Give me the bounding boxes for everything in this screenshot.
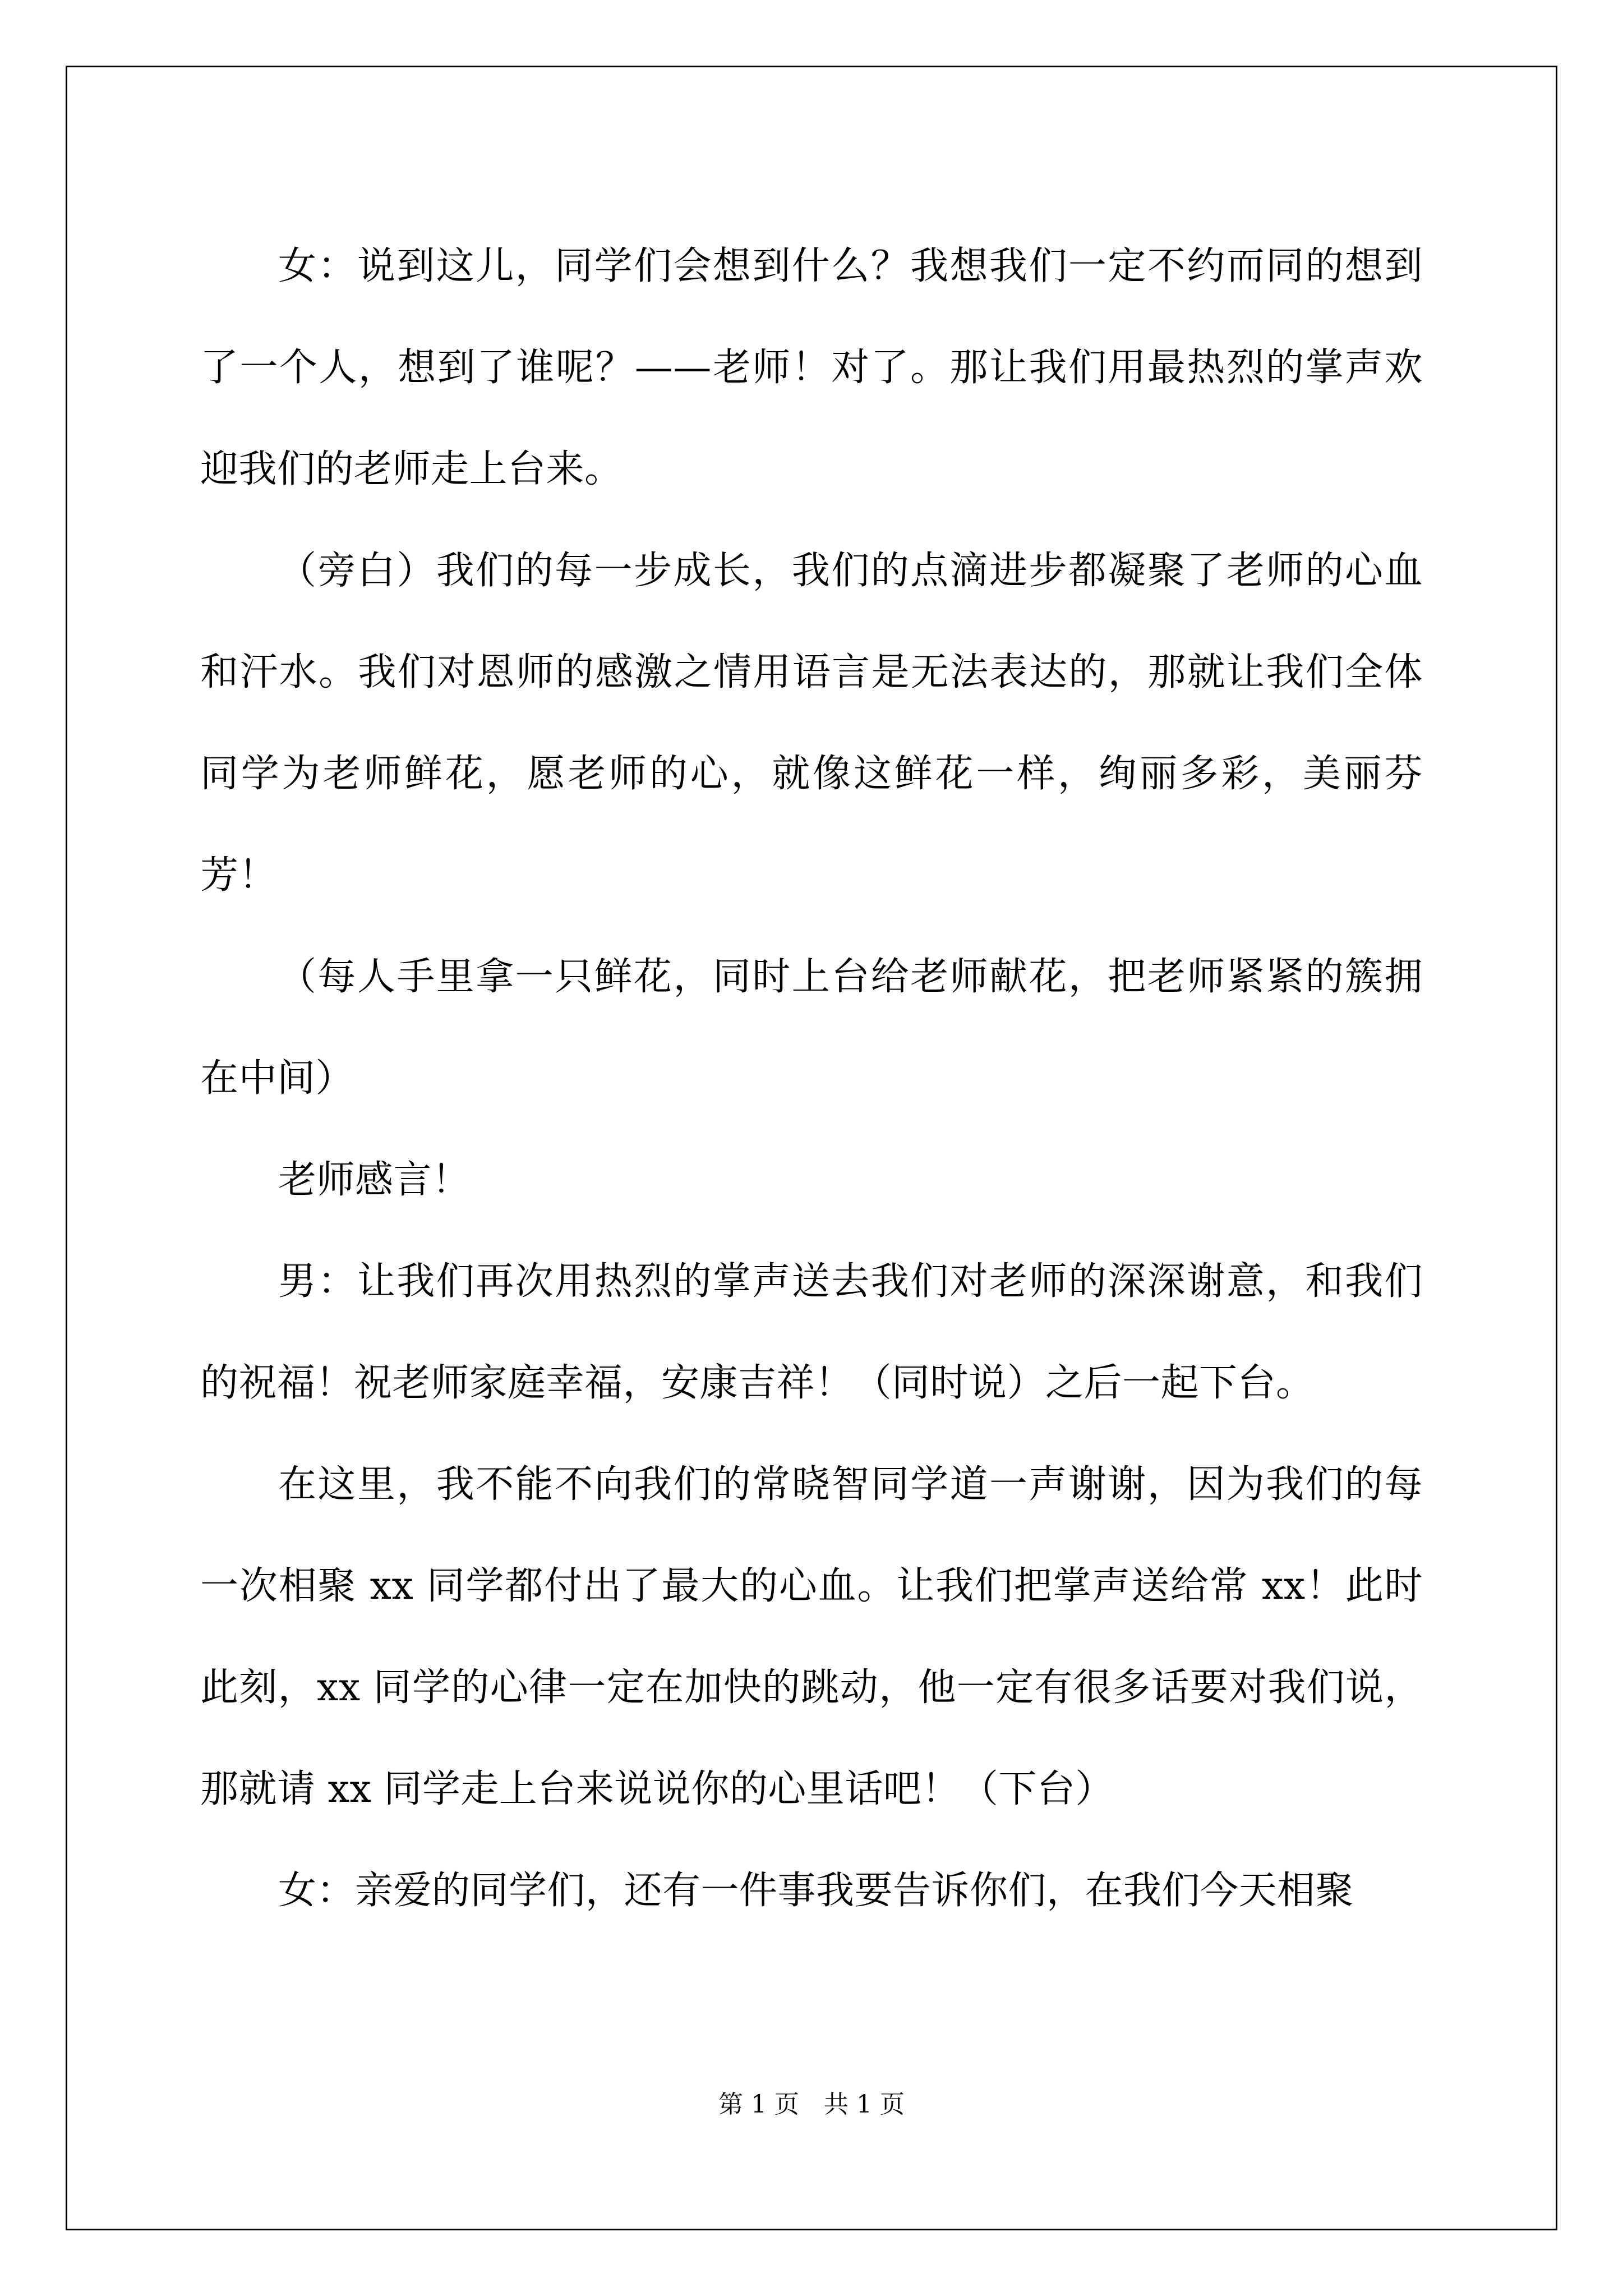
paragraph: 女：说到这儿，同学们会想到什么？我想我们一定不约而同的想到了一个人，想到了谁呢？——老师！对了。那让我们用最热烈的掌声欢迎我们的老师走上台来。 bbox=[200, 244, 1423, 491]
page-footer: 第 1 页 共 1 页 bbox=[718, 2090, 905, 2119]
paragraph: 在这里，我不能不向我们的常晓智同学道一声谢谢，因为我们的每一次相聚 xx 同学都付出了最大的心血。让我们把掌声送给常 xx！此时此刻，xx 同学的心律一定在加快的跳动，他一定有很多话要对我们说，那就请 xx 同学走上台来说说你的心里话吧！（下台） bbox=[200, 1462, 1423, 1811]
document-body bbox=[200, 215, 1423, 1941]
paragraph: 男：让我们再次用热烈的掌声送去我们对老师的深深谢意，和我们的祝福！祝老师家庭幸福，安康吉祥！（同时说）之后一起下台。 bbox=[200, 1259, 1423, 1405]
paragraph: （每人手里拿一只鲜花，同时上台给老师献花，把老师紧紧的簇拥在中间） bbox=[200, 955, 1423, 1101]
paragraph: （旁白）我们的每一步成长，我们的点滴进步都凝聚了老师的心血和汗水。我们对恩师的感激之情用语言是无法表达的，那就让我们全体同学为老师鲜花，愿老师的心，就像这鲜花一样，绚丽多彩，美丽芬芳！ bbox=[200, 549, 1423, 898]
paragraph: 老师感言！ bbox=[278, 1158, 471, 1202]
paragraph: 女：亲爱的同学们，还有一件事我要告诉你们，在我们今天相聚 bbox=[278, 1869, 1354, 1913]
